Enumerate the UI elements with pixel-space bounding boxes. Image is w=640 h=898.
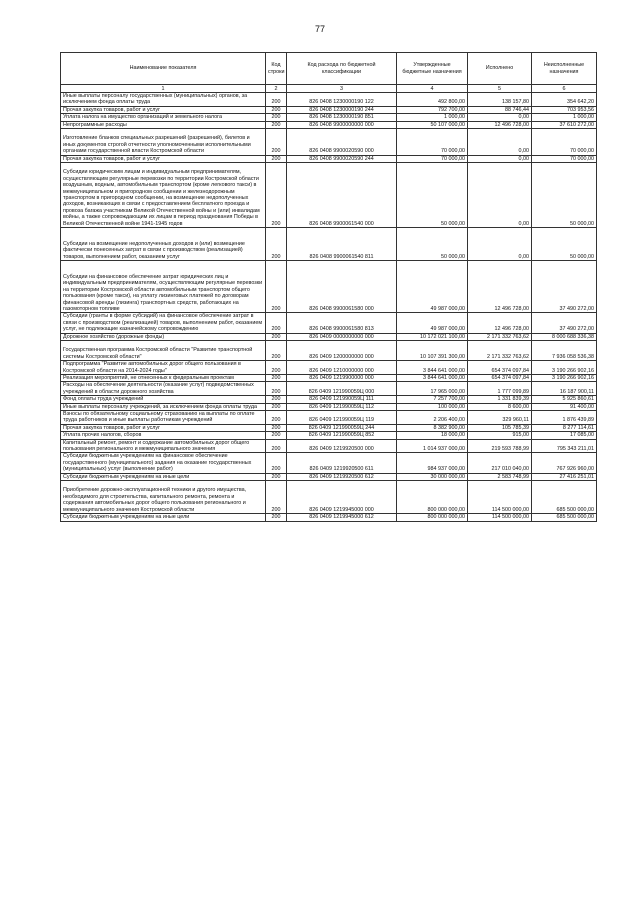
row-name: Иные выплаты персоналу учреждений, за исключением фонда оплаты труда bbox=[61, 403, 266, 410]
row-unexecuted: 5 925 860,61 bbox=[532, 396, 597, 403]
row-name: Прочая закупка товаров, работ и услуг bbox=[61, 106, 266, 113]
header-approved: Утвержденные бюджетные назначения bbox=[397, 53, 468, 85]
row-unexecuted: 7 936 058 536,38 bbox=[532, 340, 597, 360]
row-unexecuted: 3 190 266 902,16 bbox=[532, 374, 597, 381]
row-code: 200 bbox=[266, 514, 287, 521]
table-row bbox=[61, 424, 597, 431]
row-executed: 329 960,11 bbox=[468, 411, 532, 425]
row-code: 200 bbox=[266, 93, 287, 107]
row-name: Изготовление бланков специальных разрешений (разрешений), билетов и иных документов строгой отчетности уполномоченными исполнительными органами государственной власти Костромской области bbox=[61, 129, 266, 156]
row-executed: 138 157,80 bbox=[468, 93, 532, 107]
row-unexecuted: 37 610 272,00 bbox=[532, 121, 597, 128]
table-row bbox=[61, 129, 597, 156]
row-name: Уплата налога на имущество организаций и земельного налога bbox=[61, 114, 266, 121]
row-executed: 2 171 332 763,62 bbox=[468, 333, 532, 340]
row-name: Дорожное хозяйство (дорожные фонды) bbox=[61, 333, 266, 340]
row-budget-code: 826 0409 1219945000 612 bbox=[287, 514, 397, 521]
row-code: 200 bbox=[266, 473, 287, 480]
row-code: 200 bbox=[266, 424, 287, 431]
table-header-row bbox=[61, 53, 597, 85]
table-row bbox=[61, 106, 597, 113]
row-code: 200 bbox=[266, 411, 287, 425]
row-budget-code: 826 0409 1219945000 000 bbox=[287, 481, 397, 514]
row-name: Уплата прочих налогов, сборов bbox=[61, 432, 266, 439]
row-code: 200 bbox=[266, 106, 287, 113]
table-row bbox=[61, 313, 597, 333]
row-unexecuted: 91 400,00 bbox=[532, 403, 597, 410]
row-unexecuted: 37 490 272,00 bbox=[532, 313, 597, 333]
row-code: 200 bbox=[266, 432, 287, 439]
row-name: Субсидии бюджетным учреждениям на иные цели bbox=[61, 514, 266, 521]
row-approved: 1 000,00 bbox=[397, 114, 468, 121]
row-budget-code: 826 0408 1230000190 244 bbox=[287, 106, 397, 113]
table-row bbox=[61, 93, 597, 107]
row-approved: 17 965 000,00 bbox=[397, 382, 468, 396]
row-budget-code: 826 0409 1219920500 000 bbox=[287, 439, 397, 453]
row-executed: 12 496 728,00 bbox=[468, 313, 532, 333]
row-unexecuted: 50 000,00 bbox=[532, 228, 597, 261]
row-budget-code: 826 0409 0000000000 000 bbox=[287, 333, 397, 340]
row-budget-code: 826 0409 1200000000 000 bbox=[287, 340, 397, 360]
row-code: 200 bbox=[266, 163, 287, 228]
row-unexecuted: 1 876 439,89 bbox=[532, 411, 597, 425]
row-budget-code: 826 0408 9900020590 000 bbox=[287, 129, 397, 156]
row-unexecuted: 354 642,20 bbox=[532, 93, 597, 107]
row-code: 200 bbox=[266, 313, 287, 333]
table-row bbox=[61, 481, 597, 514]
header-row-code: Код строки bbox=[266, 53, 287, 85]
row-approved: 792 700,00 bbox=[397, 106, 468, 113]
row-executed: 0,00 bbox=[468, 163, 532, 228]
row-budget-code: 826 0408 9900061580 000 bbox=[287, 261, 397, 313]
row-code: 200 bbox=[266, 129, 287, 156]
table-row bbox=[61, 114, 597, 121]
row-approved: 492 800,00 bbox=[397, 93, 468, 107]
row-approved: 3 844 641 000,00 bbox=[397, 374, 468, 381]
row-budget-code: 826 0408 9900061540 000 bbox=[287, 163, 397, 228]
row-code: 200 bbox=[266, 361, 287, 375]
row-name: Подпрограмма "Развитие автомобильных дорог общего пользования в Костромской области на 2014-2024 годы" bbox=[61, 361, 266, 375]
row-executed: 0,00 bbox=[468, 228, 532, 261]
row-executed: 219 593 788,99 bbox=[468, 439, 532, 453]
row-code: 200 bbox=[266, 155, 287, 162]
row-approved: 49 987 000,00 bbox=[397, 313, 468, 333]
row-name: Субсидии на финансовое обеспечение затрат юридических лиц и индивидуальным предпринимателям, осуществляющим регулярные перевозки на территории Костромской области автомобильным транспортом общего пользования (кроме такси), на уплату лизинговых платежей по договорам финансовой аренды (лизинга) транспортных средств, работающих на газомоторном топливе bbox=[61, 261, 266, 313]
row-budget-code: 826 0409 1210000000 000 bbox=[287, 361, 397, 375]
row-name: Субсидии бюджетным учреждениям на иные цели bbox=[61, 473, 266, 480]
column-number-row bbox=[61, 85, 597, 93]
row-executed: 1 331 839,39 bbox=[468, 396, 532, 403]
row-executed: 217 010 040,00 bbox=[468, 453, 532, 473]
header-executed: Исполнено bbox=[468, 53, 532, 85]
column-number: 4 bbox=[397, 85, 468, 93]
row-approved: 10 172 021 100,00 bbox=[397, 333, 468, 340]
row-unexecuted: 703 953,56 bbox=[532, 106, 597, 113]
table-row bbox=[61, 361, 597, 375]
row-approved: 2 206 400,00 bbox=[397, 411, 468, 425]
table-row bbox=[61, 439, 597, 453]
row-budget-code: 826 0408 1230000190 122 bbox=[287, 93, 397, 107]
row-approved: 30 000 000,00 bbox=[397, 473, 468, 480]
row-executed: 0,00 bbox=[468, 155, 532, 162]
row-budget-code: 826 0408 9900061580 813 bbox=[287, 313, 397, 333]
table-row bbox=[61, 432, 597, 439]
table-row bbox=[61, 473, 597, 480]
row-budget-code: 826 0409 121990059Ц 111 bbox=[287, 396, 397, 403]
row-executed: 1 777 099,89 bbox=[468, 382, 532, 396]
row-approved: 1 014 937 000,00 bbox=[397, 439, 468, 453]
table-row bbox=[61, 453, 597, 473]
row-executed: 105 785,39 bbox=[468, 424, 532, 431]
row-approved: 50 107 000,00 bbox=[397, 121, 468, 128]
row-approved: 7 257 700,00 bbox=[397, 396, 468, 403]
row-executed: 654 374 097,84 bbox=[468, 374, 532, 381]
table-row bbox=[61, 163, 597, 228]
row-name: Непрограммные расходы bbox=[61, 121, 266, 128]
row-code: 200 bbox=[266, 481, 287, 514]
row-unexecuted: 8 000 688 336,38 bbox=[532, 333, 597, 340]
header-unexecuted: Неисполненные назначения bbox=[532, 53, 597, 85]
row-code: 200 bbox=[266, 261, 287, 313]
row-unexecuted: 17 085,00 bbox=[532, 432, 597, 439]
row-approved: 8 382 900,00 bbox=[397, 424, 468, 431]
row-code: 200 bbox=[266, 340, 287, 360]
row-name: Субсидии (гранты в форме субсидий) на финансовое обеспечение затрат в связи с производством (реализацией) товаров, выполнением работ, оказанием услуг, не подлежащие казначейскому сопровождению bbox=[61, 313, 266, 333]
row-executed: 12 496 728,00 bbox=[468, 261, 532, 313]
row-name: Прочая закупка товаров, работ и услуг bbox=[61, 155, 266, 162]
table-row bbox=[61, 382, 597, 396]
header-name: Наименование показателя bbox=[61, 53, 266, 85]
row-budget-code: 826 0409 121990059Ц 852 bbox=[287, 432, 397, 439]
row-name: Капитальный ремонт, ремонт и содержание автомобильных дорог общего пользования регионального и межмуниципального значения bbox=[61, 439, 266, 453]
row-budget-code: 826 0409 1219920500 612 bbox=[287, 473, 397, 480]
table-row bbox=[61, 333, 597, 340]
row-executed: 0,00 bbox=[468, 129, 532, 156]
table-row bbox=[61, 155, 597, 162]
table-row bbox=[61, 403, 597, 410]
row-approved: 984 937 000,00 bbox=[397, 453, 468, 473]
row-unexecuted: 685 500 000,00 bbox=[532, 481, 597, 514]
column-number: 2 bbox=[266, 85, 287, 93]
row-executed: 12 496 728,00 bbox=[468, 121, 532, 128]
row-code: 200 bbox=[266, 382, 287, 396]
row-approved: 70 000,00 bbox=[397, 155, 468, 162]
row-budget-code: 826 0408 9900000000 000 bbox=[287, 121, 397, 128]
row-code: 200 bbox=[266, 453, 287, 473]
row-approved: 50 000,00 bbox=[397, 228, 468, 261]
row-name: Фонд оплаты труда учреждений bbox=[61, 396, 266, 403]
row-unexecuted: 50 000,00 bbox=[532, 163, 597, 228]
row-executed: 8 600,00 bbox=[468, 403, 532, 410]
row-executed: 2 583 748,99 bbox=[468, 473, 532, 480]
row-unexecuted: 70 000,00 bbox=[532, 155, 597, 162]
budget-execution-table bbox=[60, 52, 597, 522]
row-unexecuted: 3 190 266 902,16 bbox=[532, 361, 597, 375]
row-executed: 2 171 332 763,62 bbox=[468, 340, 532, 360]
row-code: 200 bbox=[266, 439, 287, 453]
page-number: 77 bbox=[314, 24, 325, 34]
row-executed: 654 374 097,84 bbox=[468, 361, 532, 375]
column-number: 6 bbox=[532, 85, 597, 93]
row-approved: 50 000,00 bbox=[397, 163, 468, 228]
header-budget-code: Код расхода по бюджетной классификации bbox=[287, 53, 397, 85]
row-approved: 49 987 000,00 bbox=[397, 261, 468, 313]
row-executed: 114 500 000,00 bbox=[468, 481, 532, 514]
row-budget-code: 826 0408 1230000190 851 bbox=[287, 114, 397, 121]
row-executed: 88 746,44 bbox=[468, 106, 532, 113]
row-approved: 18 000,00 bbox=[397, 432, 468, 439]
row-code: 200 bbox=[266, 403, 287, 410]
row-name: Субсидии бюджетным учреждениям на финансовое обеспечение государственного (муниципального) задания на оказание государственных (муниципальных) услуг (выполнение работ) bbox=[61, 453, 266, 473]
row-unexecuted: 70 000,00 bbox=[532, 129, 597, 156]
row-code: 200 bbox=[266, 374, 287, 381]
row-name: Расходы на обеспечение деятельности (оказание услуг) подведомственных учреждений в области дорожного хозяйства bbox=[61, 382, 266, 396]
row-code: 200 bbox=[266, 114, 287, 121]
row-unexecuted: 27 416 251,01 bbox=[532, 473, 597, 480]
row-budget-code: 826 0409 1219920500 611 bbox=[287, 453, 397, 473]
row-code: 200 bbox=[266, 396, 287, 403]
row-approved: 70 000,00 bbox=[397, 129, 468, 156]
row-approved: 3 844 641 000,00 bbox=[397, 361, 468, 375]
row-name: Приобретение дорожно-эксплуатационной техники и другого имущества, необходимого для строительства, капитального ремонта, ремонта и содержания автомобильных дорог общего пользования регионального и межмуниципального значения Костромской области bbox=[61, 481, 266, 514]
row-unexecuted: 767 926 960,00 bbox=[532, 453, 597, 473]
table-row bbox=[61, 261, 597, 313]
row-code: 200 bbox=[266, 121, 287, 128]
row-name: Государственная программа Костромской области "Развитие транспортной системы Костромской области" bbox=[61, 340, 266, 360]
table-row bbox=[61, 514, 597, 521]
table-row bbox=[61, 121, 597, 128]
table-row bbox=[61, 228, 597, 261]
row-name: Реализация мероприятий, не отнесенных к федеральным проектам bbox=[61, 374, 266, 381]
column-number: 5 bbox=[468, 85, 532, 93]
table-row bbox=[61, 411, 597, 425]
row-executed: 114 500 000,00 bbox=[468, 514, 532, 521]
row-code: 200 bbox=[266, 228, 287, 261]
row-approved: 10 107 391 300,00 bbox=[397, 340, 468, 360]
row-budget-code: 826 0409 121990059Ц 000 bbox=[287, 382, 397, 396]
row-unexecuted: 1 000,00 bbox=[532, 114, 597, 121]
column-number: 3 bbox=[287, 85, 397, 93]
row-executed: 0,00 bbox=[468, 114, 532, 121]
table-body bbox=[61, 93, 597, 522]
row-budget-code: 826 0408 9900061540 811 bbox=[287, 228, 397, 261]
row-budget-code: 826 0409 121990059Ц 244 bbox=[287, 424, 397, 431]
row-unexecuted: 8 277 114,61 bbox=[532, 424, 597, 431]
row-name: Прочая закупка товаров, работ и услуг bbox=[61, 424, 266, 431]
row-budget-code: 826 0409 121990059Ц 112 bbox=[287, 403, 397, 410]
row-budget-code: 826 0408 9900020590 244 bbox=[287, 155, 397, 162]
row-code: 200 bbox=[266, 333, 287, 340]
table-row bbox=[61, 340, 597, 360]
table-row bbox=[61, 396, 597, 403]
row-budget-code: 826 0409 121990059Ц 119 bbox=[287, 411, 397, 425]
row-unexecuted: 16 187 900,11 bbox=[532, 382, 597, 396]
row-budget-code: 826 0409 1219900000 000 bbox=[287, 374, 397, 381]
row-approved: 800 000 000,00 bbox=[397, 481, 468, 514]
row-name: Взносы по обязательному социальному страхованию на выплаты по оплате труда работников и иные выплаты работникам учреждений bbox=[61, 411, 266, 425]
row-unexecuted: 795 343 211,01 bbox=[532, 439, 597, 453]
row-name: Иные выплаты персоналу государственных (муниципальных) органов, за исключением фонда оплаты труда bbox=[61, 93, 266, 107]
row-approved: 800 000 000,00 bbox=[397, 514, 468, 521]
row-executed: 915,00 bbox=[468, 432, 532, 439]
table-row bbox=[61, 374, 597, 381]
row-name: Субсидии юридическим лицам и индивидуальным предпринимателям, осуществляющим регулярные перевозки по территории Костромской области воздушным, водным, автомобильным транспортом (кроме легкового такси) в межмуниципальном и пригородном сообщении и железнодорожным транспортом в пригородном сообщении, на возмещение недополученных доходов, возникающих в связи с предоставлением бесплатного проезда и провоза багажа участникам Великой Отечественной войны и (или) инвалидам войны, а также сопровождающим их лицам в период празднования Победы в Великой Отечественной войне 1941-1945 годов bbox=[61, 163, 266, 228]
column-number: 1 bbox=[61, 85, 266, 93]
row-unexecuted: 37 490 272,00 bbox=[532, 261, 597, 313]
row-name: Субсидии на возмещение недополученных доходов и (или) возмещение фактически понесенных затрат в связи с производством (реализацией) товаров, выполнением работ, оказанием услуг bbox=[61, 228, 266, 261]
row-unexecuted: 685 500 000,00 bbox=[532, 514, 597, 521]
row-approved: 100 000,00 bbox=[397, 403, 468, 410]
